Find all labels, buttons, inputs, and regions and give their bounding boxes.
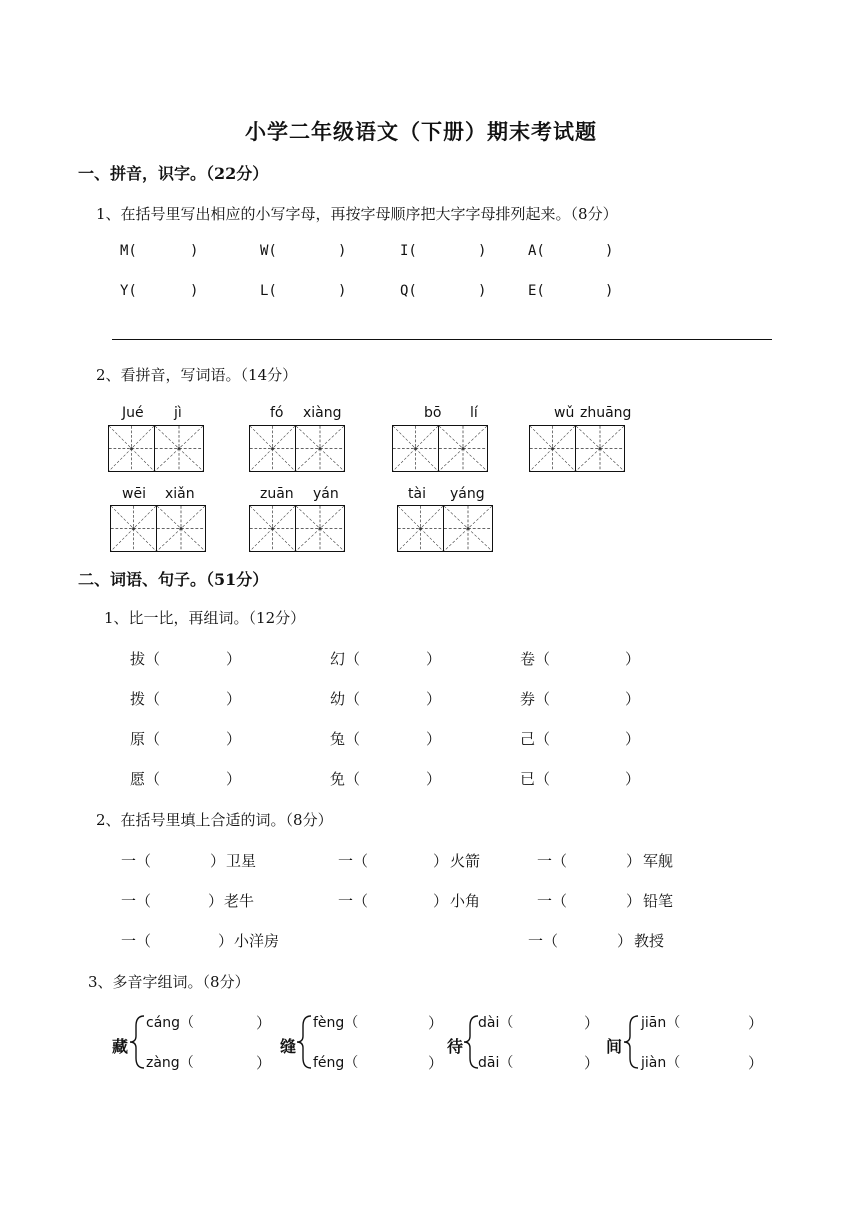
- fill-prefix: 一（: [338, 852, 369, 870]
- fill-prefix: 一（: [121, 852, 152, 870]
- letter-close: ): [338, 243, 347, 259]
- bracket-close: ）: [428, 1014, 444, 1032]
- bracket-close: ）: [256, 1014, 272, 1032]
- grid-cell[interactable]: [529, 425, 576, 472]
- fill-word: 军舰: [643, 852, 674, 870]
- grid-cell[interactable]: [110, 505, 157, 552]
- pinyin-label: zuān: [260, 486, 294, 502]
- bracket-close: ）: [226, 730, 242, 748]
- fill-prefix: 一（: [121, 932, 152, 950]
- fill-word: 铅笔: [643, 892, 674, 910]
- bracket-close: ）: [625, 690, 641, 708]
- fill-prefix: 一（: [537, 852, 568, 870]
- bracket-close: ）: [625, 650, 641, 668]
- brace-icon: [128, 1014, 146, 1070]
- bracket-close: ）: [748, 1054, 764, 1072]
- compare-char: 己（: [520, 730, 551, 748]
- reading-label: zàng（: [146, 1055, 194, 1071]
- grid-guide-icon: [576, 426, 624, 471]
- bracket-close: ）: [218, 932, 234, 950]
- grid-cell[interactable]: [576, 425, 625, 472]
- grid-guide-icon: [250, 506, 295, 551]
- pinyin-label: wēi: [122, 486, 146, 502]
- question-1-2-prompt: 2、看拼音，写词语。（14分）: [96, 366, 298, 384]
- compare-char: 原（: [130, 730, 161, 748]
- section-1-heading: 一、拼音，识字。（22分）: [78, 164, 269, 183]
- pinyin-label: xiàng: [303, 405, 342, 421]
- letter-close: ): [478, 243, 487, 259]
- reading-label: jiàn（: [641, 1055, 681, 1071]
- compare-char: 拨（: [130, 690, 161, 708]
- answer-line[interactable]: [112, 339, 772, 340]
- pinyin-label: Jué: [122, 405, 144, 421]
- bracket-close: ）: [748, 1014, 764, 1032]
- reading-label: dāi（: [478, 1055, 514, 1071]
- letter-l: L(: [260, 283, 277, 299]
- pinyin-label: tài: [408, 486, 426, 502]
- brace-icon: [295, 1014, 313, 1070]
- letter-close: ): [478, 283, 487, 299]
- polyphonic-char: 藏: [112, 1037, 129, 1056]
- pinyin-label: jì: [174, 405, 182, 421]
- polyphonic-char: 间: [606, 1037, 623, 1056]
- letter-q: Q(: [400, 283, 417, 299]
- bracket-close: ）: [625, 770, 641, 788]
- grid-guide-icon: [109, 426, 154, 471]
- question-2-3-prompt: 3、多音字组词。（8分）: [88, 973, 250, 991]
- letter-m: M(: [120, 243, 137, 259]
- fill-prefix: 一（: [528, 932, 559, 950]
- grid-cell[interactable]: [249, 505, 296, 552]
- grid-guide-icon: [439, 426, 487, 471]
- question-1-1-prompt: 1、在括号里写出相应的小写字母，再按字母顺序把大字字母排列起来。（8分）: [96, 205, 618, 223]
- letter-w: W(: [260, 243, 277, 259]
- bracket-close: ）: [626, 852, 642, 870]
- grid-cell[interactable]: [444, 505, 493, 552]
- bracket-close: ）: [426, 690, 442, 708]
- writing-grid[interactable]: [249, 425, 345, 472]
- grid-cell[interactable]: [108, 425, 155, 472]
- compare-char: 兔（: [330, 730, 361, 748]
- letter-a: A(: [528, 243, 545, 259]
- bracket-close: ）: [433, 892, 449, 910]
- bracket-close: ）: [584, 1054, 600, 1072]
- writing-grid[interactable]: [249, 505, 345, 552]
- fill-word: 卫星: [226, 852, 257, 870]
- bracket-close: ）: [626, 892, 642, 910]
- reading-label: dài（: [478, 1015, 514, 1031]
- fill-word: 老牛: [224, 892, 255, 910]
- grid-guide-icon: [157, 506, 205, 551]
- writing-grid[interactable]: [108, 425, 204, 472]
- pinyin-label: bō: [424, 405, 442, 421]
- fill-word: 小角: [450, 892, 481, 910]
- letter-close: ): [190, 283, 199, 299]
- grid-cell[interactable]: [296, 425, 345, 472]
- bracket-close: ）: [226, 770, 242, 788]
- section-2-heading: 二、词语、句子。（51分）: [78, 570, 269, 589]
- question-2-2-prompt: 2、在括号里填上合适的词。（8分）: [96, 811, 333, 829]
- compare-char: 卷（: [520, 650, 551, 668]
- compare-char: 幼（: [330, 690, 361, 708]
- fill-word: 教授: [634, 932, 665, 950]
- grid-guide-icon: [111, 506, 156, 551]
- compare-char: 已（: [520, 770, 551, 788]
- letter-close: ): [605, 283, 614, 299]
- fill-prefix: 一（: [338, 892, 369, 910]
- compare-char: 免（: [330, 770, 361, 788]
- grid-cell[interactable]: [439, 425, 488, 472]
- pinyin-label: yán: [313, 486, 339, 502]
- pinyin-label: lí: [470, 405, 478, 421]
- writing-grid[interactable]: [392, 425, 488, 472]
- bracket-close: ）: [617, 932, 633, 950]
- grid-guide-icon: [296, 426, 344, 471]
- bracket-close: ）: [226, 650, 242, 668]
- fill-prefix: 一（: [121, 892, 152, 910]
- reading-label: jiān（: [641, 1015, 681, 1031]
- grid-cell[interactable]: [392, 425, 439, 472]
- bracket-close: ）: [426, 730, 442, 748]
- bracket-close: ）: [426, 650, 442, 668]
- fill-word: 火箭: [450, 852, 481, 870]
- compare-char: 券（: [520, 690, 551, 708]
- question-2-1-prompt: 1、比一比，再组词。（12分）: [104, 609, 306, 627]
- pinyin-label: zhuāng: [580, 405, 632, 421]
- grid-cell[interactable]: [296, 505, 345, 552]
- bracket-close: ）: [428, 1054, 444, 1072]
- writing-grid[interactable]: [110, 505, 206, 552]
- brace-icon: [622, 1014, 640, 1070]
- pinyin-label: yáng: [450, 486, 485, 502]
- pinyin-label: fó: [270, 405, 284, 421]
- compare-char: 幻（: [330, 650, 361, 668]
- bracket-close: ）: [210, 852, 226, 870]
- bracket-close: ）: [226, 690, 242, 708]
- letter-close: ): [190, 243, 199, 259]
- page-title: 小学二年级语文（下册）期末考试题: [245, 119, 597, 144]
- compare-char: 拔（: [130, 650, 161, 668]
- polyphonic-char: 缝: [280, 1037, 297, 1056]
- bracket-close: ）: [433, 852, 449, 870]
- pinyin-label: wǔ: [554, 405, 575, 421]
- grid-guide-icon: [530, 426, 575, 471]
- compare-char: 愿（: [130, 770, 161, 788]
- polyphonic-char: 待: [447, 1037, 464, 1056]
- pinyin-label: xiǎn: [165, 486, 195, 502]
- fill-word: 小洋房: [234, 932, 280, 950]
- grid-guide-icon: [155, 426, 203, 471]
- bracket-close: ）: [584, 1014, 600, 1032]
- reading-label: fèng（: [313, 1015, 359, 1031]
- bracket-close: ）: [256, 1054, 272, 1072]
- reading-label: cáng（: [146, 1015, 195, 1031]
- grid-guide-icon: [398, 506, 443, 551]
- grid-cell[interactable]: [397, 505, 444, 552]
- grid-cell[interactable]: [249, 425, 296, 472]
- fill-prefix: 一（: [537, 892, 568, 910]
- letter-close: ): [605, 243, 614, 259]
- grid-cell[interactable]: [155, 425, 204, 472]
- bracket-close: ）: [426, 770, 442, 788]
- writing-grid[interactable]: [397, 505, 493, 552]
- letter-e: E(: [528, 283, 545, 299]
- letter-y: Y(: [120, 283, 137, 299]
- grid-guide-icon: [393, 426, 438, 471]
- letter-i: I(: [400, 243, 417, 259]
- writing-grid[interactable]: [529, 425, 625, 472]
- grid-guide-icon: [296, 506, 344, 551]
- letter-close: ): [338, 283, 347, 299]
- grid-guide-icon: [444, 506, 492, 551]
- grid-guide-icon: [250, 426, 295, 471]
- grid-cell[interactable]: [157, 505, 206, 552]
- bracket-close: ）: [625, 730, 641, 748]
- reading-label: féng（: [313, 1055, 359, 1071]
- bracket-close: ）: [208, 892, 224, 910]
